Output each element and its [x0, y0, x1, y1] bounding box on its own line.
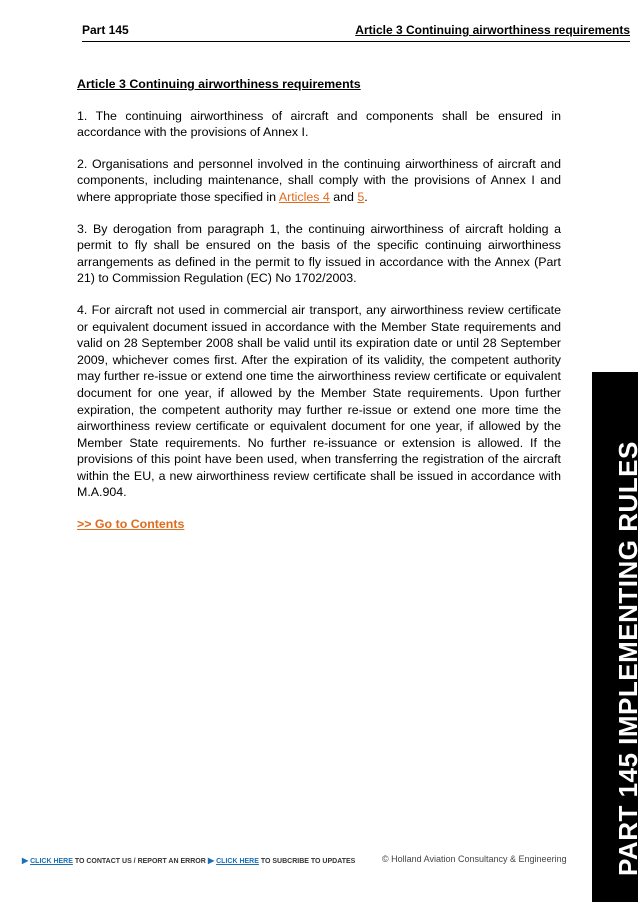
- subscribe-text: TO SUBCRIBE TO UPDATES: [258, 858, 356, 865]
- paragraph-2-text: 2. Organisations and personnel involved in the continuing airworthiness of aircraft and components, including maintenance, shall comply with the provisions of Annex I and where appropriate those specified in: [77, 156, 561, 204]
- header-part-label: Part 145: [82, 23, 129, 37]
- article-5-link[interactable]: 5: [357, 189, 365, 204]
- paragraph-2: [77, 156, 561, 206]
- go-to-contents-link[interactable]: >> Go to Contents: [77, 517, 185, 532]
- page-header: [82, 23, 630, 42]
- paragraph-2-and: and: [329, 189, 358, 204]
- articles-4-link[interactable]: Articles 4: [278, 189, 330, 204]
- header-article-title: Article 3 Continuing airworthiness requirements: [355, 23, 630, 37]
- side-tab: [592, 372, 643, 902]
- triangle-right-icon: ▶: [208, 856, 215, 865]
- paragraph-1: 1. The continuing airworthiness of aircraft and components shall be ensured in accordance with the provisions of Annex I.: [77, 108, 561, 140]
- paragraph-3: 3. By derogation from paragraph 1, the continuing airworthiness of aircraft holding a permit to fly shall be ensured on the basis of the specific continuing airworthiness arrangements as defined in the permit to fly issued in accordance with the Annex (Part 21) to Commission Regulation (EC) No 1702/2003.: [77, 221, 561, 286]
- article-title: Article 3 Continuing airworthiness requirements: [77, 77, 361, 91]
- subscribe-click-here-link[interactable]: CLICK HERE: [216, 858, 259, 865]
- side-tab-label: PART 145 IMPLEMENTING RULES: [613, 441, 643, 876]
- paragraph-2-end: .: [364, 189, 368, 204]
- paragraph-4: 4. For aircraft not used in commercial air transport, any airworthiness review certificate or equivalent document issued in accordance with the Member State requirements and valid on 28 September 2008 shall be valid until its expiration date or until 28 September 2009, whichever comes first. After the expiration of its validity, the competent authority may further re-issue or extend one time the airworthiness review certificate or equivalent document for one year, if allowed by the Member State requirements. Upon further expiration, the competent authority may further re-issue or extend one more time the airworthiness review certificate or equivalent document for one year, if allowed by the Member State requirements. No further re-issuance or extension is allowed. If the provisions of this point have been used, when transferring the registration of the aircraft within the EU, a new airworthiness review certificate shall be issued in accordance with M.A.904.: [77, 302, 561, 500]
- article-content: [77, 76, 561, 548]
- footer-contact: [22, 856, 206, 865]
- page-footer: [22, 854, 582, 868]
- contact-click-here-link[interactable]: CLICK HERE: [30, 858, 73, 865]
- footer-subscribe: [208, 856, 355, 865]
- triangle-right-icon: ▶: [22, 856, 29, 865]
- contact-text: TO CONTACT US / REPORT AN ERROR: [72, 858, 206, 865]
- footer-copyright: © Holland Aviation Consultancy & Engineering: [382, 854, 567, 864]
